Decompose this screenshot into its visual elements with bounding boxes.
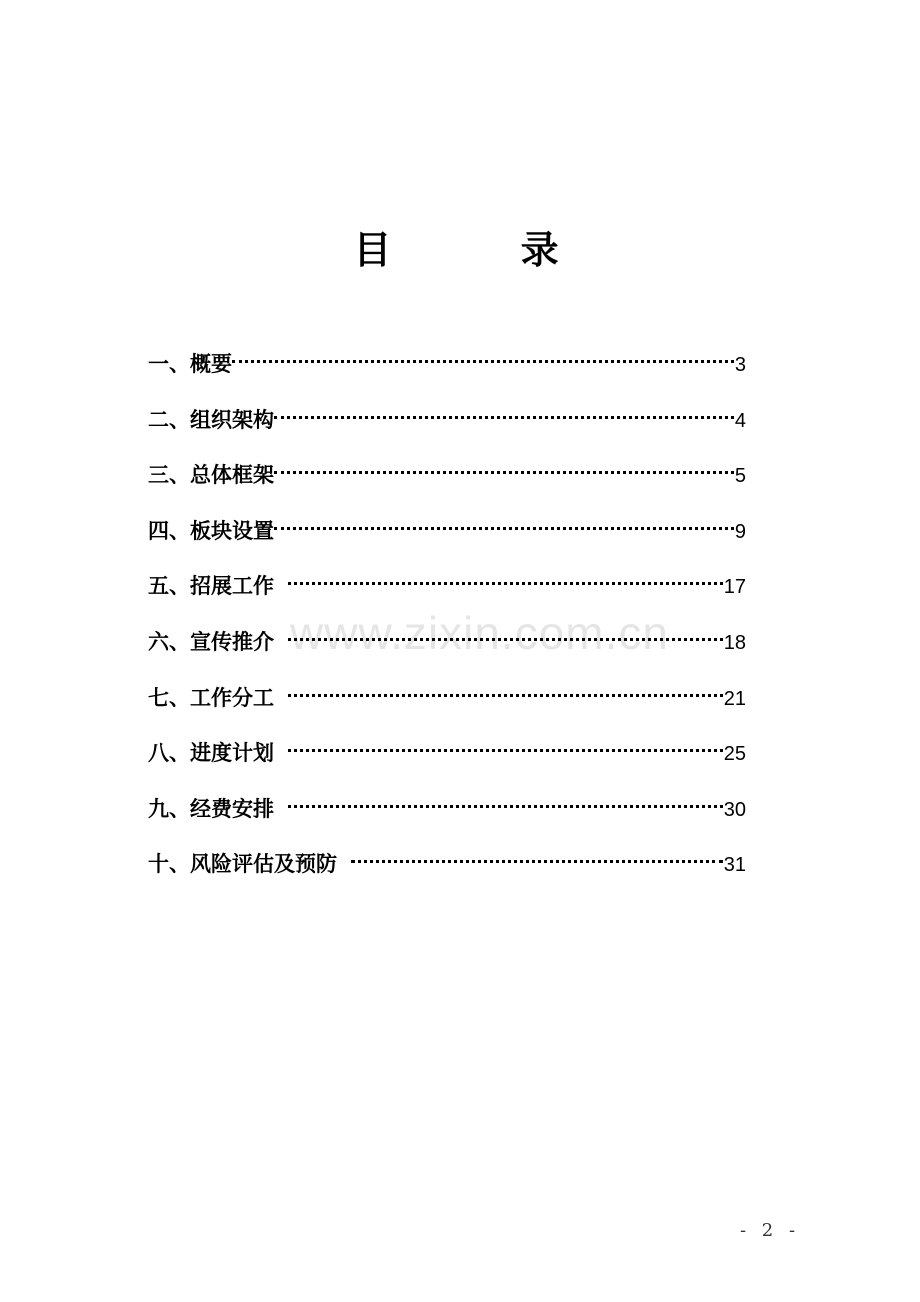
toc-entry-page: 4 bbox=[734, 409, 746, 432]
toc-entry[interactable] bbox=[148, 346, 746, 402]
toc-entry-page: 17 bbox=[723, 576, 746, 599]
toc-entry-page: 5 bbox=[734, 465, 746, 488]
toc-dot-leader bbox=[288, 582, 723, 585]
toc-entry[interactable] bbox=[148, 568, 746, 624]
table-of-contents bbox=[148, 346, 746, 902]
toc-entry-page: 18 bbox=[723, 631, 746, 654]
watermark: www.zixin.com.cn bbox=[290, 607, 669, 659]
toc-entry[interactable] bbox=[148, 791, 746, 847]
toc-entry-label: 五、招展工作 bbox=[148, 574, 274, 599]
toc-entry-label: 八、进度计划 bbox=[148, 741, 274, 766]
toc-entry-label: 四、板块设置 bbox=[148, 518, 274, 543]
toc-dot-leader bbox=[232, 360, 734, 363]
toc-entry-label: 二、组织架构 bbox=[148, 407, 274, 432]
toc-entry[interactable] bbox=[148, 735, 746, 791]
toc-entry-page: 25 bbox=[723, 743, 746, 766]
toc-entry[interactable] bbox=[148, 846, 746, 902]
toc-dot-leader bbox=[274, 471, 734, 474]
toc-entry-label: 六、宣传推介 bbox=[148, 629, 274, 654]
toc-title: 目 录 bbox=[353, 228, 617, 272]
toc-entry-label: 九、经费安排 bbox=[148, 796, 274, 821]
toc-entry[interactable] bbox=[148, 457, 746, 513]
toc-dot-leader bbox=[351, 860, 723, 863]
toc-entry-label: 一、概要 bbox=[148, 352, 232, 376]
toc-entry[interactable] bbox=[148, 513, 746, 569]
toc-dot-leader bbox=[274, 416, 734, 419]
toc-entry-page: 3 bbox=[734, 354, 746, 376]
toc-dot-leader bbox=[288, 805, 723, 808]
toc-entry-label: 三、总体框架 bbox=[148, 463, 274, 488]
page-number-footer: - 2 - bbox=[740, 1220, 801, 1241]
toc-entry-page: 9 bbox=[734, 520, 746, 543]
toc-entry[interactable] bbox=[148, 402, 746, 458]
toc-dot-leader bbox=[274, 527, 734, 530]
toc-entry-label: 十、风险评估及预防 bbox=[148, 852, 337, 877]
toc-entry[interactable] bbox=[148, 680, 746, 736]
toc-dot-leader bbox=[288, 638, 723, 641]
toc-entry-page: 30 bbox=[723, 798, 746, 821]
toc-entry-label: 七、工作分工 bbox=[148, 685, 274, 710]
toc-entry-page: 31 bbox=[723, 854, 746, 877]
toc-dot-leader bbox=[288, 694, 723, 697]
toc-entry[interactable] bbox=[148, 624, 746, 680]
toc-entry-page: 21 bbox=[723, 687, 746, 710]
toc-dot-leader bbox=[288, 749, 723, 752]
